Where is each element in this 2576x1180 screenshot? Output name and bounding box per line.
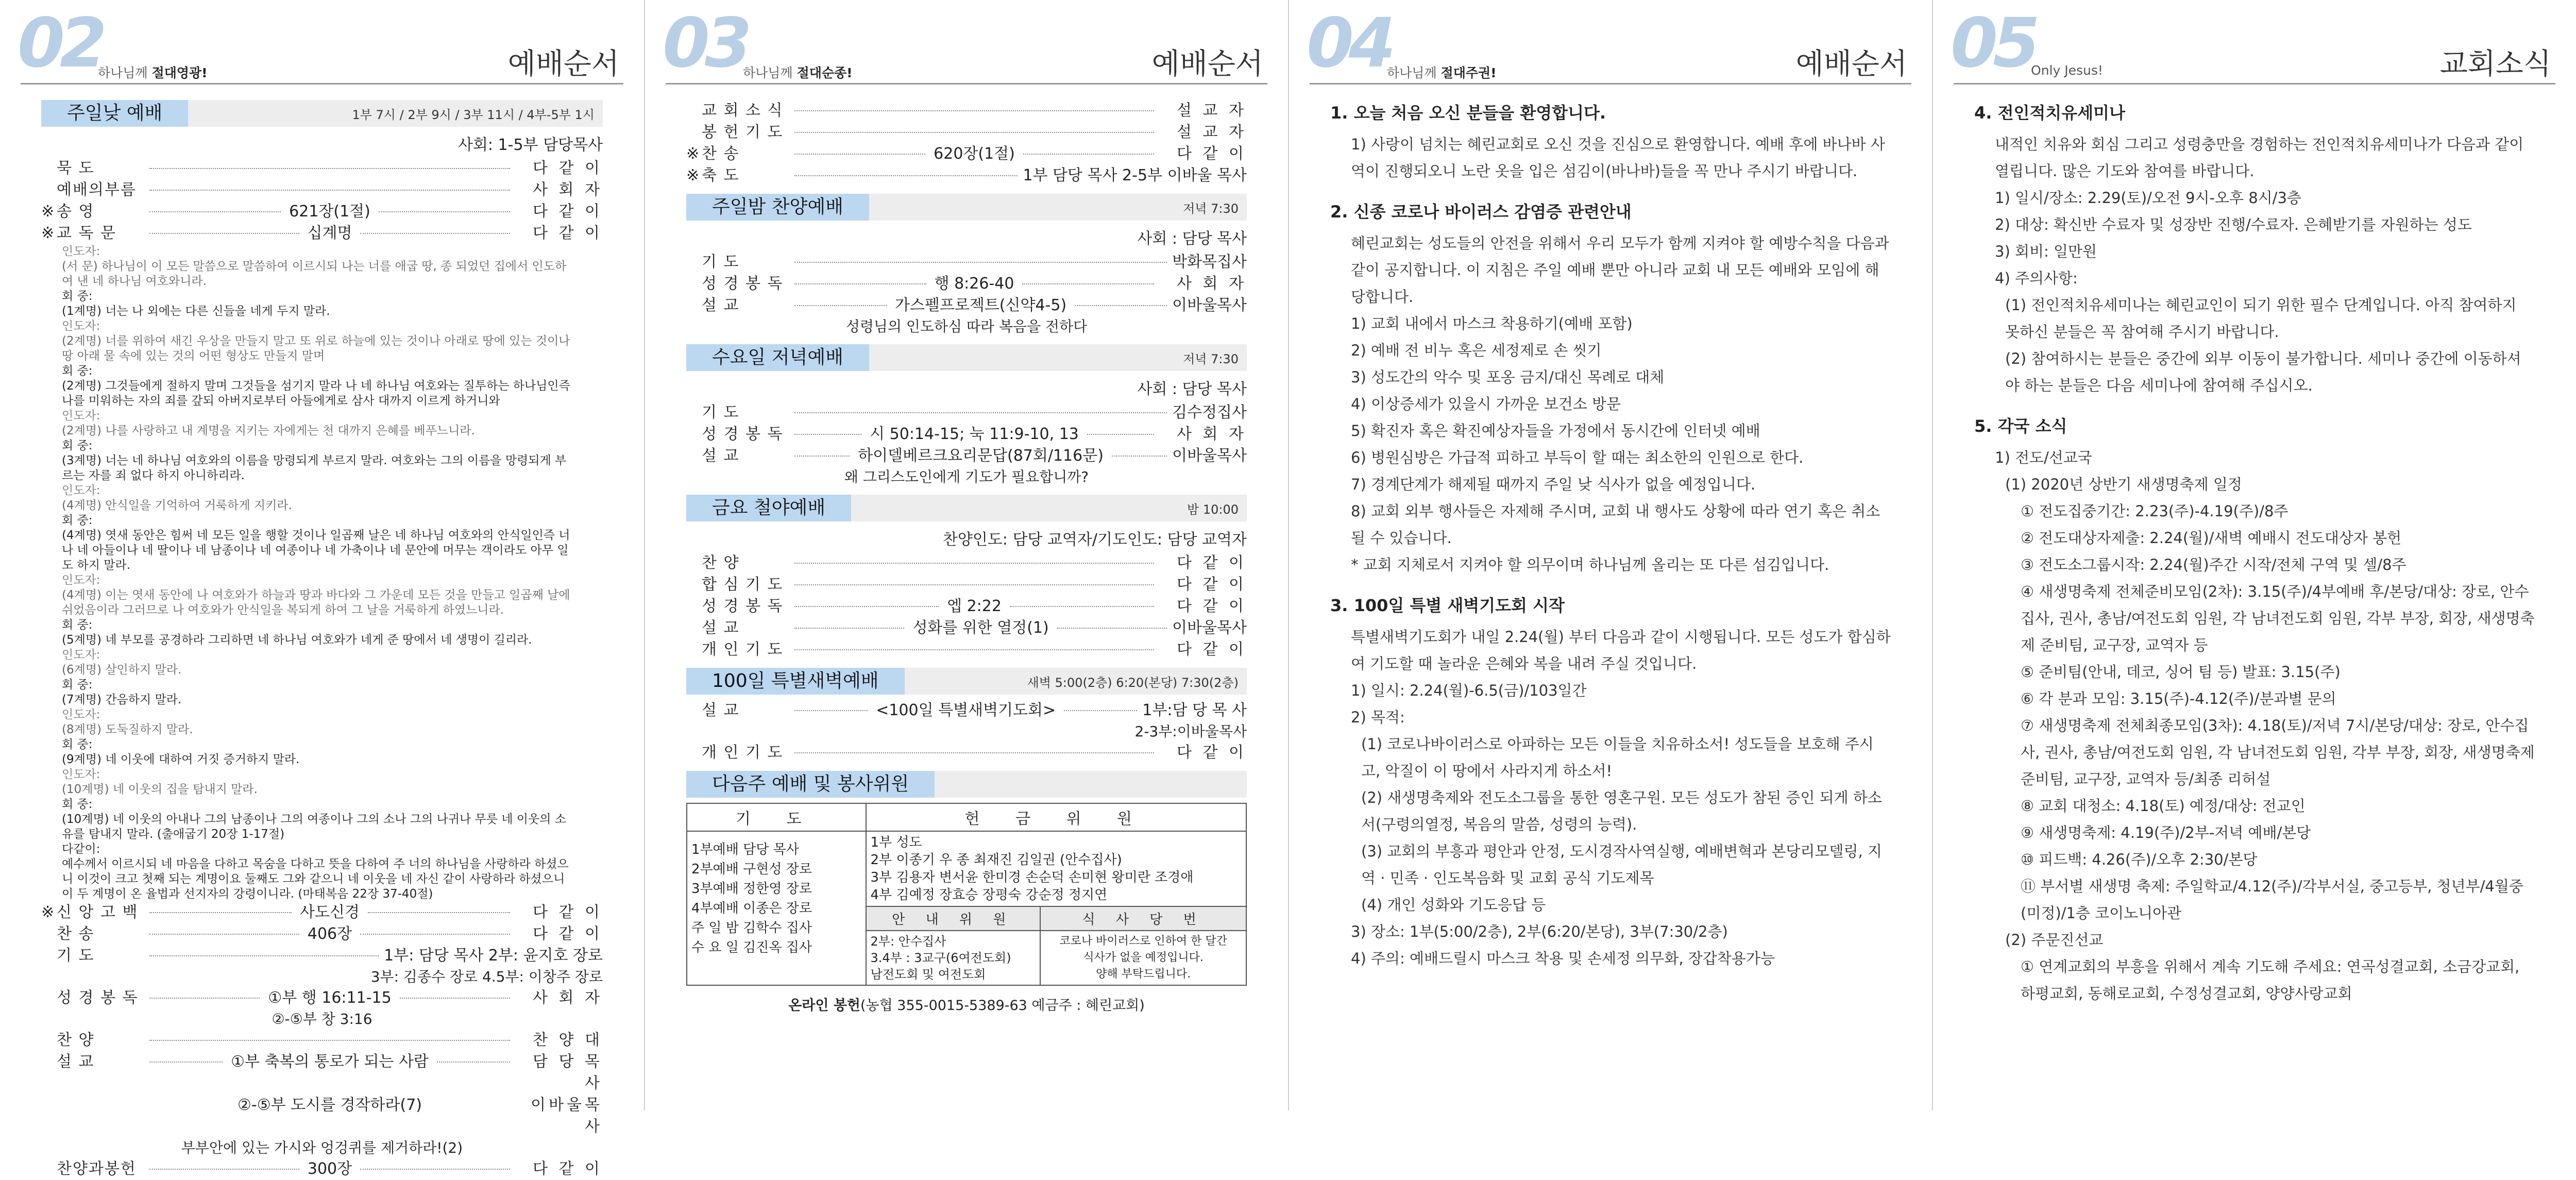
order-row: 성 경 봉 독 시 50:14-15; 눅 11:9-10, 13 사 회 자 [702,425,1247,443]
table-line: 식사가 없을 예정입니다. [1083,951,1204,964]
reading-line [41,648,603,678]
order-row: 성 경 봉 독 ①부 행 16:11-15 사 회 자 [57,989,603,1007]
reading-line [41,409,603,439]
list-item: 4) 주의사항: [1995,269,2078,287]
order-row: 찬 양 다 같 이 [702,554,1247,572]
list-item: (2) 참여하시는 분들은 중간에 외부 이동이 불가합니다. 세미나 중간에 이동하셔야 하는 분들은 다음 세미나에 참여해 주십시오. [2005,350,2521,394]
page-title: 교회소식 [2439,47,2551,81]
reading-text: (7계명) 간음하지 말라. [62,693,182,706]
reading-text: (4계명) 안식일을 기억하여 거룩하게 지키라. [62,499,292,512]
order-row: 성 경 봉 독 엡 2:22 다 같 이 [702,597,1247,615]
list-item: ③ 전도소그룹시작: 2.24(월)주간 시작/전체 구역 및 셀/8주 [2021,556,2406,574]
page-title: 예배순서 [1795,47,1907,81]
page-motto: 절대영광! [151,65,208,80]
section-bar-sunday [41,100,603,127]
reading-speaker: 인도자: [62,409,100,423]
reading-line [41,483,603,513]
reading-line [41,573,603,618]
list-item: ⑩ 피드백: 4.26(주)/오후 2:30/본당 [2021,851,2258,868]
list-item: ⑪ 부서별 새생명 축제: 주일학교/4.12(주)/각부서실, 중고등부, 청년부/4월중(미정)/1층 코이노니아관 [2021,878,2523,922]
reading-speaker: 인도자: [62,768,100,781]
reading-line [41,618,603,648]
reading-speaker: 회 중: [62,364,93,378]
news-heading: 1. 오늘 처음 오신 분들을 환영합니다. [1330,103,1606,123]
seminar-notes [1974,292,2535,399]
list-item: 3) 성도간의 악수 및 포옹 금지/대신 목례로 대체 [1351,368,1665,386]
order-row: 찬양과봉헌 300장 다 같 이 [57,1160,603,1178]
prayer-list [687,831,866,985]
reading-text: (서 문) 하나님이 이 모든 말씀으로 말씀하여 이르시되 나는 너를 애굽 땅, 종 되었던 집에서 인도하여 낸 네 하나님 여호와니라. [62,260,567,288]
reading-text: (4계명) 엿새 동안은 힘써 네 모든 일을 행할 것이나 일곱째 날은 네 하나님 여호와의 안식일인즉 너나 네 아들이나 네 딸이나 네 남종이나 네 여종이나 네 가축이나 네 문안에 머무는 객이라도 아무 일도 하지 말라. [62,529,570,572]
list-item: ⑦ 새생명축제 전체최종모임(3차): 4.18(토)/저녁 7시/본당/대상: 장로, 안수집사, 권사, 총남/여전도회 임원, 각 남녀전도회 임원, 각부 부장, 회장, 새생명축제 준비팀, 교구장, 교역자 등/최종 리허설 [2021,717,2535,788]
reading-text: (5계명) 네 부모를 공경하라 그리하면 네 하나님 여호와가 네게 준 땅에서 네 생명이 길리라. [62,633,532,647]
table-line: 1부예배 담당 목사 [691,842,799,857]
order-row: ※ 신 앙 고 백 사도신경 다 같 이 [41,903,603,921]
table-line: 수 요 일 김진옥 집사 [691,940,812,955]
order-row: 개 인 기 도 다 같 이 [702,744,1247,762]
order-row: 기 도 박화목집사 [702,253,1247,271]
list-item: 1) 일시/장소: 2.29(토)/오전 9시-오후 8시/3층 [1995,189,2301,207]
reading-speaker: 인도자: [62,484,100,497]
reading-text: (1계명) 너는 나 외에는 다른 신들을 네게 두지 말라. [62,305,330,318]
reading-text: (8계명) 도둑질하지 말라. [62,723,193,736]
list-item: ② 전도대상자제출: 2.24(월)/새벽 예배시 전도대상자 봉헌 [2021,529,2402,547]
table-line: 2부 이종기 우 종 최재진 김일권 (안수집사) [870,852,1122,868]
responsive-reading [41,244,603,902]
list-item: ⑨ 새생명축제: 4.19(주)/2부-저녁 예배/본당 [2021,824,2311,841]
reading-text: (2계명) 그것들에게 절하지 말며 그것들을 섬기지 말라 나 네 하나님 여호와는 질투하는 하나님인즉 나를 미워하는 자의 죄를 갚되 아버지로부터 아들에게로 삼사 대까지 이르게 하거니와 [62,379,570,408]
table-line: 4부 김예정 장효승 장평숙 강순정 정지연 [870,887,1108,903]
page-header: 03 하나님께 절대순종! 예배순서 [666,12,1267,85]
list-item: ⑧ 교회 대청소: 4.18(토) 예정/대상: 전교인 [2021,797,2306,815]
page-05: 05 Only Jesus! 교회소식 4. 전인적치유세미나 내적인 치유와 회심 그리고 성령충만을 경험하는 전인적치유세미나가 다음과 같이 열립니다. 많은 기도와 참여를 바랍니다. 1) 일시/장소: 2.29(토)/오전 9시-오후 8시/3층 2) 대상: 확신반 수료자 및 성장반 진행/수료자. 은혜받기를 자원하는 성도 3) 회비: 일만원 4) 주의사항: (1) 전인적치유세미나는 혜린교인이 되기 위한 필수 단계입니다. 아직 참여하지 못하신 분들은 꼭 참여해 주시기 바랍니다. (2) 참여하시는 분들은 중간에 외부 이동이 불가합니다. 세미나 중간에 이동하셔야 하는 분들은 다음 세미나에 참여해 주십시오. 5. 각국 소식 1) 전도/선교국 (1) 2020년 상반기 새생명축제 일정 ① 전도집중기간: 2.23(주)-4.19(주)/8주 ② 전도대상자제출: 2.24(월)/새벽 예배시 전도대상자 봉헌 ③ 전도소그룹시작: 2.24(월)주간 시작/전체 구역 및 셀/8주 ④ 새생명축제 전체준비모임(2차): 3.15(주)/4부예배 후/본당/대상: 장로, 안수집사, 권사, 총남/여전도회 임원, 각 남녀전도회 임원, 각부 부장, 회장, 새생명축제 준비팀, 교구장, 교역자 등 ⑤ 준비팀(안내, 데코, 싱어 팀 등) 발표: 3.15(주) ⑥ 각 분과 모임: 3.15(주)-4.12(주)/분과별 문의 ⑦ 새생명축제 전체최종모임(3차): 4.18(토)/저녁 7시/본당/대상: 장로, 안수집사, 권사, 총남/여전도회 임원, 각 남녀전도회 임원, 각부 부장, 회장, 새생명축제 준비팀, 교구장, 교역자 등/최종 리허설 ⑧ 교회 대청소: 4.18(토) 예정/대상: 전교인 ⑨ 새생명축제: 4.19(주)/2부-저녁 예배/본당 ⑩ 피드백: 4.26(주)/오후 2:30/본당 ⑪ 부서별 새생명 축제: 주일학교/4.12(주)/각부서실, 중고등부, 청년부/4월중(미정)/1층 코이노니아관 (2) 주문진선교 ① 연계교회의 부흥을 위해서 계속 기도해 주세요: 연곡성결교회, 소금강교회, 하평교회, 동해로교회, 수정성결교회, 양양사랑교회 [1932,0,2576,1110]
order-row: ※ 축 도 1부 담당 목사 2-5부 이바울 목사 [686,166,1247,184]
festival-schedule [1974,498,2535,926]
list-item: 5) 확진자 혹은 확진예상자들을 가정에서 동시간에 인터넷 예배 [1351,422,1760,440]
order-row: 설 교 성화를 위한 열정(1) 이바울목사 [702,619,1247,637]
order-row: ※ 교 독 문 십계명 다 같 이 [41,224,603,242]
page-motto: 절대순종! [796,65,853,80]
reading-speaker: 회 중: [62,290,93,303]
guide-list [866,931,1041,985]
reading-text: (3계명) 너는 네 하나님 여호와의 이름을 망령되게 부르지 말라. 여호와는 그의 이름을 망령되게 부르는 자를 죄 없다 하지 아니하리라. [62,454,567,482]
page-04: 04 하나님께 절대주권! 예배순서 1. 오늘 처음 오신 분들을 환영합니다. 1) 사랑이 넘치는 혜린교회로 오신 것을 진심으로 환영합니다. 예배 후에 바나바 사역이 진행되오니 노란 옷을 입은 섬김이(바나바)들을 꼭 만나 주시기 바랍니다. 2. 신종 코로나 바이러스 감염증 관련안내 혜린교회는 성도들의 안전을 위해서 우리 모두가 함께 지켜야 할 예방수칙을 다음과 같이 공지합니다. 이 지침은 주일 예배 뿐만 아니라 교회 내 모든 예배와 모임에 해당합니다. 1) 교회 내에서 마스크 착용하기(예배 포함) 2) 예배 전 비누 혹은 세정제로 손 씻기 3) 성도간의 악수 및 포옹 금지/대신 목례로 대체 4) 이상증세가 있을시 가까운 보건소 방문 5) 확진자 혹은 확진예상자들을 가정에서 동시간에 인터넷 예배 6) 병원심방은 가급적 피하고 부득이 할 때는 최소한의 인원으로 한다. 7) 경계단계가 해제될 때까지 주일 낮 식사가 없을 예정입니다. 8) 교회 외부 행사들은 자제해 주시며, 교회 내 행사도 상황에 따라 연기 혹은 취소 될 수 있습니다. * 교회 지체로서 지켜야 할 의무이며 하나님께 올리는 또 다른 섬김입니다. 3. 100일 특별 새벽기도회 시작 특별새벽기도회가 내일 2.24(월) 부터 다음과 같이 시행됩니다. 모든 성도가 합심하여 기도할 때 놀라운 은혜와 복을 내려 주실 것입니다. 1) 일시: 2.24(월)-6.5(금)/103일간 2) 목적: (1) 코로나바이러스로 아파하는 모든 이들을 치유하소서! 성도들을 보호해 주시고, 악질이 이 땅에서 사라지게 하소서! (2) 새생명축제와 전도소그룹을 통한 영혼구원. 모든 성도가 참된 증인 되게 하소서(구령의열정, 복음의 말씀, 성령의 능력). (3) 교회의 부흥과 평안과 안정, 도시경작사역실행, 예배변혁과 본당리모델링, 지역 · 민족 · 인도복음화 및 교회 공식 기도제목 (4) 개인 성화와 기도응답 등 3) 장소: 1부(5:00/2층), 2부(6:20/본당), 3부(7:30/2층) 4) 주의: 예배드릴시 마스크 착용 및 손세정 의무화, 장갑착용가능 [1288,0,1932,1110]
reading-text: (2계명) 너를 위하여 새긴 우상을 만들지 말고 또 위로 하늘에 있는 것이나 아래로 땅에 있는 것이나 땅 아래 물 속에 있는 것의 어떤 형상도 만들지 말며 [62,334,570,363]
list-item: 2) 예배 전 비누 혹은 세정제로 손 씻기 [1351,342,1602,359]
list-item: (1) 코로나바이러스로 아파하는 모든 이들을 치유하소서! 성도들을 보호해 주시고, 악질이 이 땅에서 사라지게 하소서! [1361,735,1874,780]
news-heading: 4. 전인적치유세미나 [1974,103,2125,123]
table-line: 3부예배 정한영 장로 [691,881,812,897]
list-item: (3) 교회의 부흥과 평안과 안정, 도시경작사역실행, 예배변혁과 본당리모델링, 지역 · 민족 · 인도복음화 및 교회 공식 기도제목 [1361,842,1882,887]
list-item: 1) 교회 내에서 마스크 착용하기(예배 포함) [1351,315,1633,332]
page-03: 03 하나님께 절대순종! 예배순서 교 회 소 식 설 교 자 봉 헌 기 도 설 교 자 ※ 찬 송 620장(1절) 다 같 이 ※ 축 도 1부 담당 목사 2-5부 이바울 목사 주일밤 찬양예배 저녁 7:30 사회 : 담당 목사 기 도 박화목집사 성 경 봉 독 행 8:26-40 사 회 자 설 교 가스펠프로젝트(신약4-5) 이바울목사 성령님의 인도하심 따라 복음을 전하다 수요일 저녁예배 저녁 7:30 사회 : 담당 목사 기 도 김수정집사 성 경 봉 독 시 50:14-15; 눅 11:9-10, 13 사 회 자 설 교 하이델베르크요리문답(87회/116문) 이바울목사 왜 그리스도인에게 기도가 필요합니까? 금요 철야예배 밤 10:00 찬양인도: 담당 교역자/기도인도: 담당 교역자 찬 양 다 같 이 합 심 기 도 다 같 이 성 경 봉 독 엡 2:22 다 같 이 설 교 성화를 위한 열정(1) 이바울목사 개 인 기 도 다 같 이 100일 특별새벽예배 새벽 5:00(2층) 6:20(본당) 7:30(2층) 설 교 <100일 특별새벽기도회> 1부:담 당 목 사 2-3부:이바울목사 개 인 기 도 다 같 이 다음주 예배 및 봉사위원 기 도 헌 금 위 원 1부예배 담당 목사 2부예배 구현성 장로 3부예배 정한영 장로 4부예배 이종은 장로 주 일 밤 김학수 집사 수 요 일 김진옥 집사 1부 성도 2부 이종기 우 종 최재진 김일권 (안수집사) 3부 김용자 변서윤 한미경 손순덕 손미현 왕미란 조경애 4부 김예정 장효승 장평숙 강순정 정지연 안 내 위 원 식 사 당 번 2부: 안수집사 3.4부 : 3교구(6여전도회) 남전도회 및 여전도회 코로나 바이러스로 인하여 한 달간 식사가 없을 예정입니다. 양해 부탁드립니다. 온라인 봉헌(농협 355-0015-5389-63 예금주 : 혜린교회) [644,0,1288,1110]
table-line: 3.4부 : 3교구(6여전도회) [870,951,1011,965]
order-row: 봉 헌 기 도 설 교 자 [702,123,1247,141]
table-line: 3부 김용자 변서윤 한미경 손순덕 손미현 왕미란 조경애 [870,870,1194,885]
order-row: ※ 송 영 621장(1절) 다 같 이 [41,203,603,221]
order-row: 설 교 가스펠프로젝트(신약4-5) 이바울목사 [702,296,1247,314]
table-line: 양해 부탁드립니다. [1096,968,1191,981]
order-row: 설 교 ①부 축복의 통로가 되는 사람 담 당 목 사 [57,1053,603,1092]
list-item: 7) 경계단계가 해제될 때까지 주일 낮 식사가 없을 예정입니다. [1351,476,1756,493]
list-item: (2) 새생명축제와 전도소그룹을 통한 영혼구원. 모든 성도가 참된 증인 되게 하소서(구령의열정, 복음의 말씀, 성령의 능력). [1361,789,1882,833]
reading-speaker: 회 중: [62,738,93,751]
page-number: 05 [1951,4,2035,83]
reading-line [41,289,603,319]
list-item: 3) 회비: 일만원 [1995,243,2097,260]
reading-speaker: 다같이: [62,842,100,856]
page-number: 03 [663,4,747,83]
reading-line [41,737,603,767]
reading-text: (9계명) 네 이웃에 대하여 거짓 증거하지 말라. [62,753,300,766]
page-header: 04 하나님께 절대주권! 예배순서 [1310,12,1911,85]
reading-line [41,439,603,483]
online-offering: 온라인 봉헌(농협 355-0015-5389-63 예금주 : 혜린교회) [788,998,1145,1014]
list-item: 8) 교회 외부 행사들은 자제해 주시며, 교회 내 행사도 상황에 따라 연기 혹은 취소 될 수 있습니다. [1351,502,1880,547]
reading-line [41,513,603,573]
order-row: 묵 도 다 같 이 [57,159,603,177]
reading-speaker: 인도자: [62,245,100,258]
reading-line [41,707,603,737]
table-line: 2부: 안수집사 [870,934,946,949]
order-row: 기 도 1부: 담당 목사 2부: 윤지호 장로 [57,947,603,965]
order-row: 개 인 기 도 다 같 이 [702,640,1247,659]
table-line: 2부예배 구현성 장로 [691,862,812,877]
table-line: 코로나 바이러스로 인하여 한 달간 [1059,935,1227,948]
page-number: 02 [18,4,102,83]
reading-speaker: 회 중: [62,678,93,692]
section-bar-sunday-evening: 주일밤 찬양예배 저녁 7:30 [686,194,1247,221]
list-item: (1) 전인적치유세미나는 혜린교인이 되기 위한 필수 단계입니다. 아직 참여하지 못하신 분들은 꼭 참여해 주시기 바랍니다. [2005,296,2517,341]
news-heading: 2. 신종 코로나 바이러스 감염증 관련안내 [1330,202,1632,222]
reading-line [41,797,603,842]
order-row: 기 도 김수정집사 [702,403,1247,422]
page-title: 예배순서 [507,47,619,81]
list-item: 2) 대상: 확신반 수료자 및 성장반 진행/수료자. 은혜받기를 자원하는 성도 [1995,216,2472,233]
list-item: 4) 이상증세가 있을시 가까운 보건소 방문 [1351,395,1621,413]
news-heading: 5. 각국 소식 [1974,416,2067,436]
reading-speaker: 인도자: [62,648,100,662]
page-motto: 절대주권! [1440,65,1497,80]
order-row: ※ 찬 송 620장(1절) 다 같 이 [686,145,1247,163]
order-row: 예배의부름 사 회 자 [57,181,603,199]
reading-speaker: 인도자: [62,319,100,333]
purpose-list [1330,731,1891,918]
section-bar-wednesday: 수요일 저녁예배 저녁 7:30 [686,344,1247,371]
offering-list [866,831,1246,906]
list-item: ⑤ 준비팀(안내, 데코, 싱어 팀 등) 발표: 3.15(주) [2021,663,2341,681]
list-item: ① 전도집중기간: 2.23(주)-4.19(주)/8주 [2021,502,2289,520]
seminar-list [1974,184,2535,292]
reading-line [41,364,603,409]
reading-speaker: 인도자: [62,708,100,721]
reading-text: (6계명) 살인하지 말라. [62,663,182,677]
reading-text: (10계명) 네 이웃의 아내나 그의 남종이나 그의 여종이나 그의 소나 그의 나귀나 무릇 네 이웃의 소유를 탐내지 말라. (출애굽기 20장 1-17절) [62,813,566,841]
order-row: 교 회 소 식 설 교 자 [702,102,1247,120]
order-row: 찬 양 찬 양 대 [57,1031,603,1049]
reading-line [41,319,603,364]
section-bar-friday: 금요 철야예배 밤 10:00 [686,495,1247,521]
table-line: 4부예배 이종은 장로 [691,901,812,916]
reading-text: (10계명) 네 이웃의 집을 탐내지 말라. [62,783,258,796]
list-item: 6) 병원심방은 가급적 피하고 부득이 할 때는 최소한의 인원으로 한다. [1351,449,1804,466]
reading-line [41,842,603,902]
news-heading: 3. 100일 특별 새벽기도회 시작 [1330,596,1565,615]
section-bar-dawn: 100일 특별새벽예배 새벽 5:00(2층) 6:20(본당) 7:30(2층) [686,668,1247,695]
list-item: ④ 새생명축제 전체준비모임(2차): 3.15(주)/4부예배 후/본당/대상: 장로, 안수집사, 권사, 총남/여전도회 임원, 각 남녀전도회 임원, 각부 부장, 회장, 새생명축제 준비팀, 교구장, 교역자 등 [2021,583,2535,654]
reading-line [41,767,603,797]
reading-text: (2계명) 나를 사랑하고 내 계명을 지키는 자에게는 천 대까지 은혜를 베푸느니라. [62,424,475,437]
order-row: 성 경 봉 독 행 8:26-40 사 회 자 [702,275,1247,293]
reading-line [41,244,603,289]
table-line: 주 일 밤 김학수 집사 [691,920,812,936]
order-row: 합 심 기 도 다 같 이 [702,576,1247,594]
page-02: 02 하나님께 절대영광! 예배순서 주일낮 예배 1부 7시 / 2부 9시 / 3부 11시 / 4부-5부 1시 사회: 1-5부 담당목사 묵 도 다 같 이 예배의부름 사 회 자 ※ 송 영 621장(1절) 다 같 이 ※ 교 독 문 십계명 다 같 이 인도자:(서 문) 하나님이 이 모든 말씀으로 말씀하여 이르시되 나는 너를 애굽 땅, 종 되었던 집에서 인도하여 낸 네 하나님 여호와니라. 회 중:(1계명) 너는 나 외에는 다른 신들을 네게 두지 말라. 인도자:(2계명) 너를 위하여 새긴 우상을 만들지 말고 또 위로 하늘에 있는 것이나 아래로 땅에 있는 것이나 땅 아래 물 속에 있는 것의 어떤 형상도 만들지 말며 회 중:(2계명) 그것들에게 절하지 말며 그것들을 섬기지 말라 나 네 하나님 여호와는 질투하는 하나님인즉 나를 미워하는 자의 죄를 갚되 아버지로부터 아들에게로 삼사 대까지 이르게 하거니와 인도자:(2계명) 나를 사랑하고 내 계명을 지키는 자에게는 천 대까지 은혜를 베푸느니라. 회 중:(3계명) 너는 네 하나님 여호와의 이름을 망령되게 부르지 말라. 여호와는 그의 이름을 망령되게 부르는 자를 죄 없다 하지 아니하리라. 인도자:(4계명) 안식일을 기억하여 거룩하게 지키라. 회 중:(4계명) 엿새 동안은 힘써 네 모든 일을 행할 것이나 일곱째 날은 네 하나님 여호와의 안식일인즉 너나 네 아들이나 네 딸이나 네 남종이나 네 여종이나 네 가축이나 네 문안에 머무는 객이라도 아무 일도 하지 말라. 인도자:(4계명) 이는 엿새 동안에 나 여호와가 하늘과 땅과 바다와 그 가운데 모든 것을 만들고 일곱째 날에 쉬었음이라 그러므로 나 여호와가 안식일을 복되게 하여 그 날을 거룩하게 하였느니라. 회 중:(5계명) 네 부모를 공경하라 그리하면 네 하나님 여호와가 네게 준 땅에서 네 생명이 길리라. 인도자:(6계명) 살인하지 말라. 회 중:(7계명) 간음하지 말라. 인도자:(8계명) 도둑질하지 말라. 회 중:(9계명) 네 이웃에 대하여 거짓 증거하지 말라. 인도자:(10계명) 네 이웃의 집을 탐내지 말라. 회 중:(10계명) 네 이웃의 아내나 그의 남종이나 그의 여종이나 그의 소나 그의 나귀나 무릇 네 이웃의 소유를 탐내지 말라. (출애굽기 20장 1-17절) 다같이:예수께서 이르시되 네 마음을 다하고 목숨을 다하고 뜻을 다하여 주 너의 하나님을 사랑하라 하셨으니 이것이 크고 첫째 되는 계명이요 둘째도 그와 같으니 네 이웃을 네 자신 같이 사랑하라 하셨으니 이 두 계명이 온 율법과 선지자의 강령이니라. (마태복음 22장 37-40절) ※ 신 앙 고 백 사도신경 다 같 이 찬 송 406장 다 같 이 기 도 1부: 담당 목사 2부: 윤지호 장로 3부: 김종수 장로 4.5부: 이창주 장로 성 경 봉 독 ①부 행 16:11-15 사 회 자 ②-⑤부 창 3:16 찬 양 찬 양 대 설 교 ①부 축복의 통로가 되는 사람 담 당 목 사 ②-⑤부 도시를 경작하라(7) 이바울목사 부부안에 있는 가시와 엉겅퀴를 제거하라!(2) 찬양과봉헌 300장 다 같 이 [0,0,644,1110]
reading-speaker: 인도자: [62,574,100,587]
page-header: 02 하나님께 절대영광! 예배순서 [21,12,623,85]
reading-line [41,678,603,707]
reading-speaker: 회 중: [62,618,93,632]
section-bar-volunteers: 다음주 예배 및 봉사위원 [686,771,1247,798]
page-title: 예배순서 [1151,47,1263,81]
order-row: 설 교 하이델베르크요리문답(87회/116문) 이바울목사 [702,447,1247,465]
page-header [1951,4,2555,85]
list-item: (4) 개인 성화와 기도응답 등 [1361,896,1546,914]
reading-speaker: 회 중: [62,514,93,527]
meal-list [1040,931,1246,985]
section-schedule: 1부 7시 / 2부 9시 / 3부 11시 / 4부-5부 1시 [352,107,595,122]
page-motto: Only Jesus! [2031,63,2103,78]
reading-text: (4계명) 이는 엿새 동안에 나 여호와가 하늘과 땅과 바다와 그 가운데 모든 것을 만들고 일곱째 날에 쉬었음이라 그러므로 나 여호와가 안식일을 복되게 하여 그 날을 거룩하게 하였느니라. [62,588,570,617]
page-number: 04 [1307,4,1391,83]
table-line: 1부 성도 [870,835,922,850]
presider: 사회: 1-5부 담당목사 [457,136,603,154]
reading-text: 예수께서 이르시되 네 마음을 다하고 목숨을 다하고 뜻을 다하여 주 너의 하나님을 사랑하라 하셨으니 이것이 크고 첫째 되는 계명이요 둘째도 그와 같으니 네 이웃을 네 자신 같이 사랑하라 하셨으니 이 두 계명이 온 율법과 선지자의 강령이니라. (마태복음 22장 37-40절) [62,857,569,901]
guideline-list [1330,310,1891,551]
volunteer-table: 기 도 헌 금 위 원 1부예배 담당 목사 2부예배 구현성 장로 3부예배 정한영 장로 4부예배 이종은 장로 주 일 밤 김학수 집사 수 요 일 김진옥 집사 1부 성도 2부 이종기 우 종 최재진 김일권 (안수집사) 3부 김용자 변서윤 한미경 손순덕 손미현 왕미란 조경애 4부 김예정 장효승 장평숙 강순정 정지연 안 내 위 원 식 사 당 번 2부: 안수집사 3.4부 : 3교구(6여전도회) 남전도회 및 여전도회 코로나 바이러스로 인하여 한 달간 식사가 없을 예정입니다. 양해 부탁드립니다. [686,803,1247,986]
order-row: 찬 송 406장 다 같 이 [57,925,603,943]
section-title: 주일낮 예배 [41,100,188,127]
reading-speaker: 회 중: [62,439,93,452]
order-row: 설 교 <100일 특별새벽기도회> 1부:담 당 목 사 [702,701,1247,719]
table-line: 남전도회 및 여전도회 [870,967,986,982]
list-item: ⑥ 각 분과 모임: 3.15(주)-4.12(주)/분과별 문의 [2021,690,2336,707]
reading-speaker: 회 중: [62,798,93,811]
